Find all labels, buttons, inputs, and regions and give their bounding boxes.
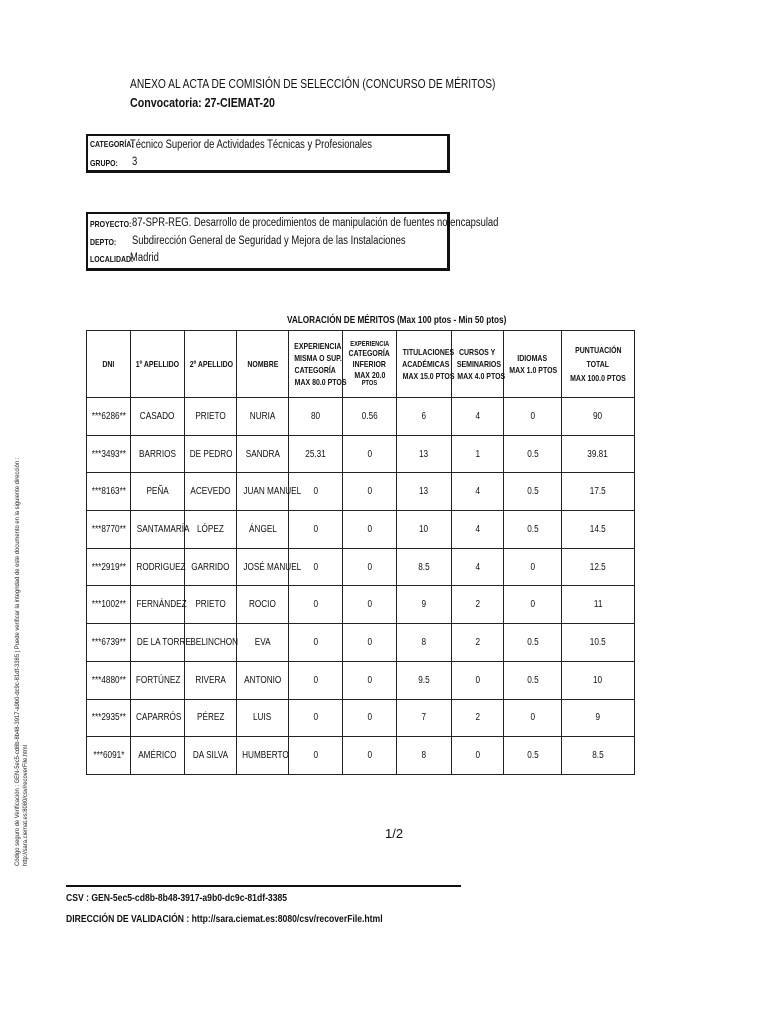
cell-cursos: 4	[452, 398, 504, 436]
cell-cursos: 4	[452, 511, 504, 549]
merits-table	[86, 330, 635, 775]
cell-cursos: 0	[452, 661, 504, 699]
cell-idiomas: 0.5	[504, 511, 562, 549]
cell-apellido2: PRIETO	[185, 586, 237, 624]
cell-nombre: JOSÉ MANUEL	[237, 548, 289, 586]
proyecto-label: PROYECTO:	[90, 219, 132, 229]
cell-total: 14.5	[562, 511, 635, 549]
cell-apellido2: BELINCHON	[185, 624, 237, 662]
cell-total: 9	[562, 699, 635, 737]
table-row	[87, 699, 635, 737]
project-box	[86, 212, 499, 271]
cell-cursos: 1	[452, 435, 504, 473]
header-exp-inferior: EXPERIENCIA CATEGORÍA INFERIOR MAX 20.0 PTOS	[343, 331, 397, 398]
cell-total: 90	[562, 398, 635, 436]
cell-apellido2: GARRIDO	[185, 548, 237, 586]
header-exp-misma: EXPERIENCIA MISMA O SUP. CATEGORÍA MAX 80.0 PTOS	[289, 331, 343, 398]
side-note-line-1: Código seguro de Verificación : GEN-5ec5-cd8b-8b48-3917-a9b0-dc9c-81df-3385 | Puede verificar la integridad de este documento en la siguiente dirección :	[14, 457, 21, 866]
cell-total: 12.5	[562, 548, 635, 586]
cell-exp-inferior: 0	[343, 473, 397, 511]
cell-nombre: ANTONIO	[237, 661, 289, 699]
cell-exp-inferior: 0	[343, 586, 397, 624]
grupo-value: 3	[132, 156, 138, 168]
cell-exp-misma: 0	[289, 548, 343, 586]
cell-idiomas: 0.5	[504, 737, 562, 775]
cell-cursos: 4	[452, 548, 504, 586]
cell-titulaciones: 13	[397, 435, 452, 473]
table-row	[87, 473, 635, 511]
cell-exp-misma: 25.31	[289, 435, 343, 473]
cell-exp-misma: 0	[289, 624, 343, 662]
table-header-row	[87, 331, 635, 398]
table-row	[87, 435, 635, 473]
cell-nombre: NURIA	[237, 398, 289, 436]
cell-apellido1: BARRIOS	[131, 435, 185, 473]
cell-titulaciones: 13	[397, 473, 452, 511]
header-titulaciones: TITULACIONES ACADÉMICAS MAX 15.0 PTOS	[397, 331, 452, 398]
cell-titulaciones: 7	[397, 699, 452, 737]
cell-total: 17.5	[562, 473, 635, 511]
cell-total: 10.5	[562, 624, 635, 662]
cell-apellido1: CASADO	[131, 398, 185, 436]
header-idiomas: IDIOMAS MAX 1.0 PTOS	[504, 331, 562, 398]
cell-dni: ***6091*	[87, 737, 131, 775]
cell-cursos: 2	[452, 586, 504, 624]
cell-apellido2: LÓPEZ	[185, 511, 237, 549]
cell-apellido1: FERNÁNDEZ	[131, 586, 185, 624]
header-apellido2: 2º APELLIDO	[185, 331, 237, 398]
cell-exp-inferior: 0	[343, 435, 397, 473]
cell-dni: ***6286**	[87, 398, 131, 436]
cell-apellido1: PEÑA	[131, 473, 185, 511]
cell-dni: ***6739**	[87, 624, 131, 662]
cell-exp-inferior: 0	[343, 511, 397, 549]
cell-dni: ***1002**	[87, 586, 131, 624]
footer-divider	[66, 885, 461, 887]
cell-nombre: HUMBERTO	[237, 737, 289, 775]
cell-nombre: ÁNGEL	[237, 511, 289, 549]
table-row	[87, 398, 635, 436]
cell-dni: ***2935**	[87, 699, 131, 737]
cell-exp-inferior: 0.56	[343, 398, 397, 436]
side-note-line-2: http://sara.ciemat.es:8080/csv/recoverFile.html	[22, 745, 29, 866]
verification-side-note	[14, 266, 30, 866]
cell-total: 10	[562, 661, 635, 699]
cell-apellido2: ACEVEDO	[185, 473, 237, 511]
cell-exp-misma: 0	[289, 473, 343, 511]
cell-exp-inferior: 0	[343, 548, 397, 586]
localidad-value: Madrid	[130, 252, 159, 264]
document-title: ANEXO AL ACTA DE COMISIÓN DE SELECCIÓN (CONCURSO DE MÉRITOS)	[130, 77, 496, 91]
cell-nombre: SANDRA	[237, 435, 289, 473]
cell-idiomas: 0	[504, 398, 562, 436]
cell-idiomas: 0.5	[504, 661, 562, 699]
cell-apellido1: AMÉRICO	[131, 737, 185, 775]
cell-nombre: JUAN MANUEL	[237, 473, 289, 511]
cell-apellido1: CAPARRÓS	[131, 699, 185, 737]
header-nombre: NOMBRE	[237, 331, 289, 398]
cell-titulaciones: 9.5	[397, 661, 452, 699]
cell-total: 8.5	[562, 737, 635, 775]
table-row	[87, 511, 635, 549]
cell-cursos: 4	[452, 473, 504, 511]
localidad-label: LOCALIDAD:	[90, 254, 134, 264]
cell-cursos: 2	[452, 699, 504, 737]
cell-exp-inferior: 0	[343, 661, 397, 699]
cell-apellido2: PÉREZ	[185, 699, 237, 737]
categoria-value: Técnico Superior de Actividades Técnicas y Profesionales	[130, 139, 372, 151]
cell-idiomas: 0.5	[504, 435, 562, 473]
cell-exp-misma: 80	[289, 398, 343, 436]
table-row	[87, 548, 635, 586]
cell-dni: ***3493**	[87, 435, 131, 473]
cell-exp-misma: 0	[289, 586, 343, 624]
categoria-label: CATEGORÍA:	[90, 139, 134, 149]
cell-cursos: 0	[452, 737, 504, 775]
cell-exp-inferior: 0	[343, 737, 397, 775]
depto-label: DEPTO:	[90, 237, 117, 247]
csv-code: CSV : GEN-5ec5-cd8b-8b48-3917-a9b0-dc9c-81df-3385	[66, 892, 288, 904]
cell-dni: ***4880**	[87, 661, 131, 699]
cell-exp-inferior: 0	[343, 624, 397, 662]
category-box	[86, 134, 450, 173]
cell-apellido1: DE LA TORRE	[131, 624, 185, 662]
cell-titulaciones: 10	[397, 511, 452, 549]
cell-titulaciones: 9	[397, 586, 452, 624]
table-row	[87, 661, 635, 699]
cell-total: 39.81	[562, 435, 635, 473]
cell-idiomas: 0	[504, 586, 562, 624]
cell-nombre: EVA	[237, 624, 289, 662]
cell-apellido2: DE PEDRO	[185, 435, 237, 473]
validation-address: DIRECCIÓN DE VALIDACIÓN : http://sara.ciemat.es:8080/csv/recoverFile.html	[66, 913, 383, 925]
table-row	[87, 737, 635, 775]
cell-idiomas: 0	[504, 548, 562, 586]
cell-exp-misma: 0	[289, 737, 343, 775]
cell-apellido1: RODRIGUEZ	[131, 548, 185, 586]
header-cursos: CURSOS Y SEMINARIOS MAX 4.0 PTOS	[452, 331, 504, 398]
cell-apellido2: RIVERA	[185, 661, 237, 699]
cell-titulaciones: 8.5	[397, 548, 452, 586]
grupo-label: GRUPO:	[90, 158, 118, 168]
cell-titulaciones: 8	[397, 624, 452, 662]
cell-nombre: LUIS	[237, 699, 289, 737]
table-row	[87, 624, 635, 662]
cell-idiomas: 0.5	[504, 473, 562, 511]
proyecto-value: 87-SPR-REG. Desarrollo de procedimientos de manipulación de fuentes no encapsulad	[132, 217, 499, 229]
cell-nombre: ROCIO	[237, 586, 289, 624]
cell-idiomas: 0	[504, 699, 562, 737]
cell-cursos: 2	[452, 624, 504, 662]
cell-exp-misma: 0	[289, 699, 343, 737]
cell-total: 11	[562, 586, 635, 624]
cell-apellido1: SANTAMARÍA	[131, 511, 185, 549]
cell-apellido2: PRIETO	[185, 398, 237, 436]
table-row	[87, 586, 635, 624]
cell-titulaciones: 8	[397, 737, 452, 775]
valoracion-title: VALORACIÓN DE MÉRITOS (Max 100 ptos - Min 50 ptos)	[287, 315, 507, 326]
cell-idiomas: 0.5	[504, 624, 562, 662]
cell-apellido1: FORTÚNEZ	[131, 661, 185, 699]
cell-dni: ***2919**	[87, 548, 131, 586]
cell-apellido2: DA SILVA	[185, 737, 237, 775]
depto-value: Subdirección General de Seguridad y Mejora de las Instalaciones	[132, 235, 406, 247]
cell-exp-misma: 0	[289, 511, 343, 549]
convocatoria-title: Convocatoria: 27-CIEMAT-20	[130, 95, 275, 110]
cell-dni: ***8163**	[87, 473, 131, 511]
header-apellido1: 1º APELLIDO	[131, 331, 185, 398]
cell-titulaciones: 6	[397, 398, 452, 436]
header-total: PUNTUACIÓN TOTAL MAX 100.0 PTOS	[562, 331, 635, 398]
cell-exp-misma: 0	[289, 661, 343, 699]
merits-table-body	[87, 398, 635, 775]
cell-exp-inferior: 0	[343, 699, 397, 737]
header-dni: DNI	[87, 331, 131, 398]
cell-dni: ***8770**	[87, 511, 131, 549]
page-number: 1/2	[385, 826, 404, 841]
